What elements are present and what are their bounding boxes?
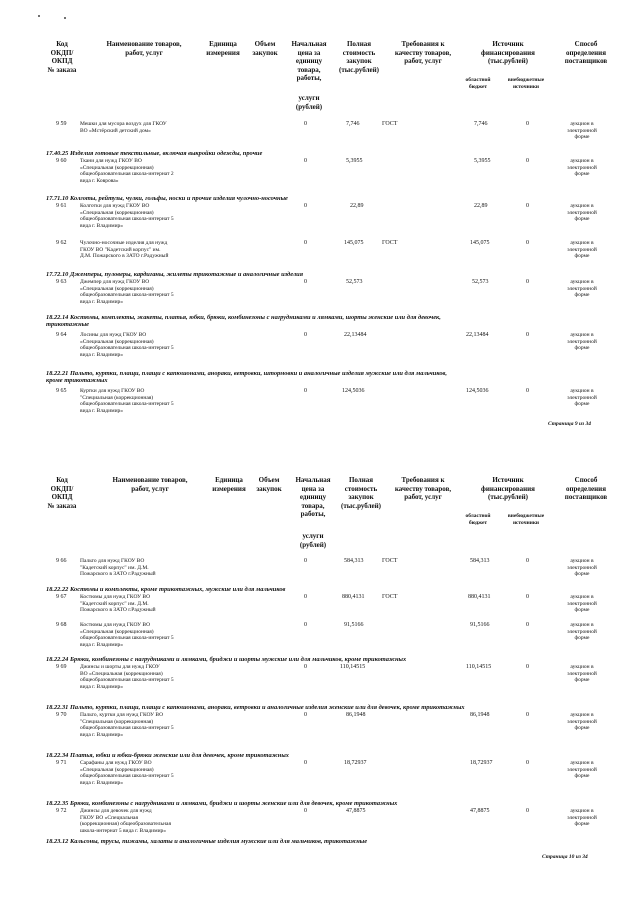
row-price: 0	[304, 622, 307, 628]
header-source: Источник финансирования (тыс.рублей)	[481, 40, 535, 66]
header-services: услуги (рублей)	[299, 532, 327, 549]
row-total: 47,8875	[346, 808, 366, 814]
row-regional: 7,746	[474, 121, 488, 127]
row-method: аукцион в электронной форме	[567, 332, 597, 352]
row-total: 22,13484	[344, 332, 367, 338]
row-price: 0	[304, 158, 307, 164]
row-number: 9 70	[56, 712, 67, 718]
row-total: 584,313	[344, 558, 364, 564]
row-name: Джинсы и шорты для нужд ГКОУ ВО «Специальная (коррекционная) общеобразовательная школа-интернат 5 вида г. Владимир»	[80, 664, 174, 690]
row-offbudget: 0	[526, 121, 529, 127]
row-total: 22,89	[350, 203, 364, 209]
row-name: Чулочно-носочные изделия для нужд ГКОУ ВО "Кадетский корпус" им. Д.М. Пожарского в ЗАТО г.Радужный	[80, 240, 169, 260]
section-heading: 18.22.34 Платья, юбки и юбки-брюки женские или для девочек, кроме трикотажных	[46, 752, 289, 759]
row-regional: 47,8875	[470, 808, 490, 814]
row-price: 0	[304, 664, 307, 670]
section-heading: 18.22.35 Брюки, комбинезоны с нагрудниками и лямками, бриджи и шорты женские или для девочек, кроме трикотажных	[46, 800, 398, 807]
row-offbudget: 0	[526, 158, 529, 164]
section-heading: 18.22.21 Пальто, куртки, плащи, плащи с капюшонами, анораки, ветровки, штормовки и аналогичные изделия мужские или для мальчиков, кроме трикотажных	[46, 370, 447, 385]
section-heading: 18.22.22 Костюмы и комплекты, кроме трикотажных, мужские или для мальчиков	[46, 586, 286, 593]
row-method: аукцион в электронной форме	[567, 808, 597, 828]
row-regional: 145,075	[470, 240, 490, 246]
row-offbudget: 0	[526, 664, 529, 670]
section-heading: 18.23.12 Кальсоны, трусы, пижамы, халаты и аналогичные изделия мужские или для мальчиков, трикотажные	[46, 838, 368, 845]
row-method: аукцион в электронной форме	[567, 158, 597, 178]
row-requirements: ГОСТ	[382, 594, 398, 600]
row-method: аукцион в электронной форме	[567, 622, 597, 642]
header-source: Источник финансирования (тыс.рублей)	[481, 476, 535, 502]
row-offbudget: 0	[526, 712, 529, 718]
row-offbudget: 0	[526, 388, 529, 394]
header-regional: областной бюджет	[465, 513, 491, 526]
header-start-price: Начальная цена за единицу товара, работы,	[295, 476, 331, 519]
row-price: 0	[304, 808, 307, 814]
row-regional: 124,5036	[466, 388, 489, 394]
row-number: 9 62	[56, 240, 67, 246]
row-offbudget: 0	[526, 622, 529, 628]
scan-speck	[38, 15, 40, 17]
row-price: 0	[304, 279, 307, 285]
header-offbudget: внебюджетные источники	[507, 77, 545, 90]
row-price: 0	[304, 594, 307, 600]
row-total: 91,5166	[344, 622, 364, 628]
row-number: 9 68	[56, 622, 67, 628]
header-offbudget: внебюджетные источники	[507, 513, 545, 526]
row-name: Ткани для нужд ГКОУ ВО «Специальная (коррекционная) общеобразовательная школа-интернат 2 вида г. Коврова»	[80, 158, 174, 184]
row-regional: 52,573	[472, 279, 489, 285]
row-name: Колготки для нужд ГКОУ ВО «Специальная (коррекционная) общеобразовательная школа-интернат 5 вида г. Владимир»	[80, 203, 174, 229]
row-method: аукцион в электронной форме	[567, 203, 597, 223]
row-requirements: ГОСТ	[382, 121, 398, 127]
row-offbudget: 0	[526, 279, 529, 285]
header-services: услуги (рублей)	[295, 94, 323, 111]
row-regional: 5,3955	[474, 158, 491, 164]
row-name: Пальто, куртки для нужд ГКОУ ВО "Специальная (коррекционная) общеобразовательная школа-интернат 5 вида г. Владимир»	[80, 712, 174, 738]
row-offbudget: 0	[526, 332, 529, 338]
row-price: 0	[304, 712, 307, 718]
section-heading: 18.22.14 Костюмы, комплекты, жакеты, платья, юбки, брюки, комбинезоны с нагрудниками и лямками, шорты женские или для девочек, трикотажные	[46, 314, 441, 329]
row-total: 5,3955	[346, 158, 363, 164]
section-heading: 17.72.10 Джемперы, пуловеры, кардиганы, жилеты трикотажные и аналогичные изделия	[46, 271, 304, 278]
header-volume: Объем закупок	[252, 40, 278, 57]
row-offbudget: 0	[526, 558, 529, 564]
row-number: 9 67	[56, 594, 67, 600]
row-method: аукцион в электронной форме	[567, 712, 597, 732]
row-number: 9 63	[56, 279, 67, 285]
row-name: Пальто для нужд ГКОУ ВО "Кадетский корпус" им. Д.М. Пожарского в ЗАТО г.Радужный	[80, 558, 156, 578]
row-name: Лосины для нужд ГКОУ ВО «Специальная (коррекционная) общеобразовательная школа-интернат 5 вида г. Владимир»	[80, 332, 174, 358]
row-name: Мешки для мусора воздух для ГКОУ ВО «Мстёрский детский дом»	[80, 121, 167, 134]
row-price: 0	[304, 760, 307, 766]
header-method: Способ определения поставщиков	[564, 40, 608, 66]
row-method: аукцион в электронной форме	[567, 121, 597, 141]
row-total: 124,5036	[342, 388, 365, 394]
row-requirements: ГОСТ	[382, 240, 398, 246]
row-regional: 22,13484	[466, 332, 489, 338]
row-number: 9 61	[56, 203, 67, 209]
row-regional: 86,1948	[470, 712, 490, 718]
row-method: аукцион в электронной форме	[567, 388, 597, 408]
row-number: 9 65	[56, 388, 67, 394]
row-price: 0	[304, 332, 307, 338]
header-name: Наименование товаров, работ, услуг	[112, 476, 188, 493]
row-name: Джемпер для нужд ГКОУ ВО «Специальная (коррекционная) общеобразовательная школа-интернат 5 вида г. Владимир»	[80, 279, 174, 305]
row-total: 18,72937	[344, 760, 367, 766]
row-total: 145,075	[344, 240, 364, 246]
header-unit: Единица измерения	[212, 476, 246, 493]
row-regional: 18,72937	[470, 760, 493, 766]
row-total: 7,746	[346, 121, 360, 127]
row-name: Куртки для нужд ГКОУ ВО "Специальная (коррекционная) общеобразовательная школа-интернат 5 вида г. Владимир»	[80, 388, 174, 414]
row-name: Сарафаны для нужд ГКОУ ВО «Специальная (коррекционная) общеобразовательная школа-интернат 5 вида г. Владимир»	[80, 760, 174, 786]
row-regional: 584,313	[470, 558, 490, 564]
row-total: 52,573	[346, 279, 363, 285]
row-method: аукцион в электронной форме	[567, 760, 597, 780]
row-price: 0	[304, 121, 307, 127]
row-method: аукцион в электронной форме	[567, 240, 597, 260]
header-total: Полная стоимость закупок (тыс.рублей)	[340, 476, 382, 510]
section-heading: 17.40.25 Изделия готовые текстильные, включая выкройки одежды, прочие	[46, 150, 263, 157]
section-heading: 18.22.31 Пальто, куртки, плащи, плащи с капюшонами, анораки, ветровки и аналогичные изделия женские или для девочек, кроме трикотажных	[46, 704, 465, 711]
row-name: Костюмы для нужд ГКОУ ВО «Специальная (коррекционная) общеобразовательная школа-интернат 5 вида г. Владимир»	[80, 622, 174, 648]
row-offbudget: 0	[526, 240, 529, 246]
row-method: аукцион в электронной форме	[567, 594, 597, 614]
row-number: 9 72	[56, 808, 67, 814]
row-total: 880,4131	[342, 594, 365, 600]
row-regional: 91,5166	[470, 622, 490, 628]
row-regional: 110,14515	[466, 664, 492, 670]
row-price: 0	[304, 240, 307, 246]
row-offbudget: 0	[526, 808, 529, 814]
row-regional: 880,4131	[468, 594, 491, 600]
page-9	[0, 0, 640, 440]
row-number: 9 60	[56, 158, 67, 164]
row-price: 0	[304, 203, 307, 209]
row-regional: 22,89	[474, 203, 488, 209]
header-total: Полная стоимость закупок (тыс.рублей)	[338, 40, 380, 74]
header-method: Способ определения поставщиков	[564, 476, 608, 502]
row-method: аукцион в электронной форме	[567, 279, 597, 299]
header-code: Код ОКДП/ ОКПД № заказа	[47, 476, 77, 510]
row-number: 9 64	[56, 332, 67, 338]
row-name: Костюмы для нужд ГКОУ ВО "Кадетский корпус" им. Д.М. Пожарского в ЗАТО г.Радужный	[80, 594, 156, 614]
row-price: 0	[304, 388, 307, 394]
header-start-price: Начальная цена за единицу товара, работы,	[291, 40, 327, 83]
section-heading: 18.22.24 Брюки, комбинезоны с нагрудниками и лямками, бриджи и шорты мужские или для мальчиков, кроме трикотажных	[46, 656, 407, 663]
header-volume: Объем закупок	[256, 476, 282, 493]
row-requirements: ГОСТ	[382, 558, 398, 564]
row-total: 86,1948	[346, 712, 366, 718]
row-name: Джинсы для девочек для нужд ГКОУ ВО «Специальная (коррекционная) общеобразовательная школа-интернат 5 вида г. Владимир»	[80, 808, 171, 834]
scan-speck	[64, 17, 66, 19]
section-heading: 17.71.10 Колготы, рейтузы, чулки, гольфы, носки и прочие изделия чулочно-носочные	[46, 195, 288, 202]
header-requirements: Требования к качеству товаров, работ, услуг	[394, 40, 452, 66]
row-offbudget: 0	[526, 760, 529, 766]
row-method: аукцион в электронной форме	[567, 664, 597, 684]
row-price: 0	[304, 558, 307, 564]
header-code: Код ОКДП/ ОКПД № заказа	[47, 40, 77, 74]
row-method: аукцион в электронной форме	[567, 558, 597, 578]
row-offbudget: 0	[526, 203, 529, 209]
header-regional: областной бюджет	[465, 77, 491, 90]
row-number: 9 66	[56, 558, 67, 564]
row-number: 9 71	[56, 760, 67, 766]
header-unit: Единица измерения	[206, 40, 240, 57]
row-number: 9 69	[56, 664, 67, 670]
header-name: Наименование товаров, работ, услуг	[106, 40, 182, 57]
row-number: 9 59	[56, 121, 67, 127]
row-total: 110,14515	[340, 664, 366, 670]
page-footer: Страница 10 из 34	[542, 854, 588, 860]
page-footer: Страница 9 из 34	[548, 421, 592, 427]
header-requirements: Требования к качеству товаров, работ, услуг	[394, 476, 452, 502]
row-offbudget: 0	[526, 594, 529, 600]
page-10	[0, 440, 640, 905]
